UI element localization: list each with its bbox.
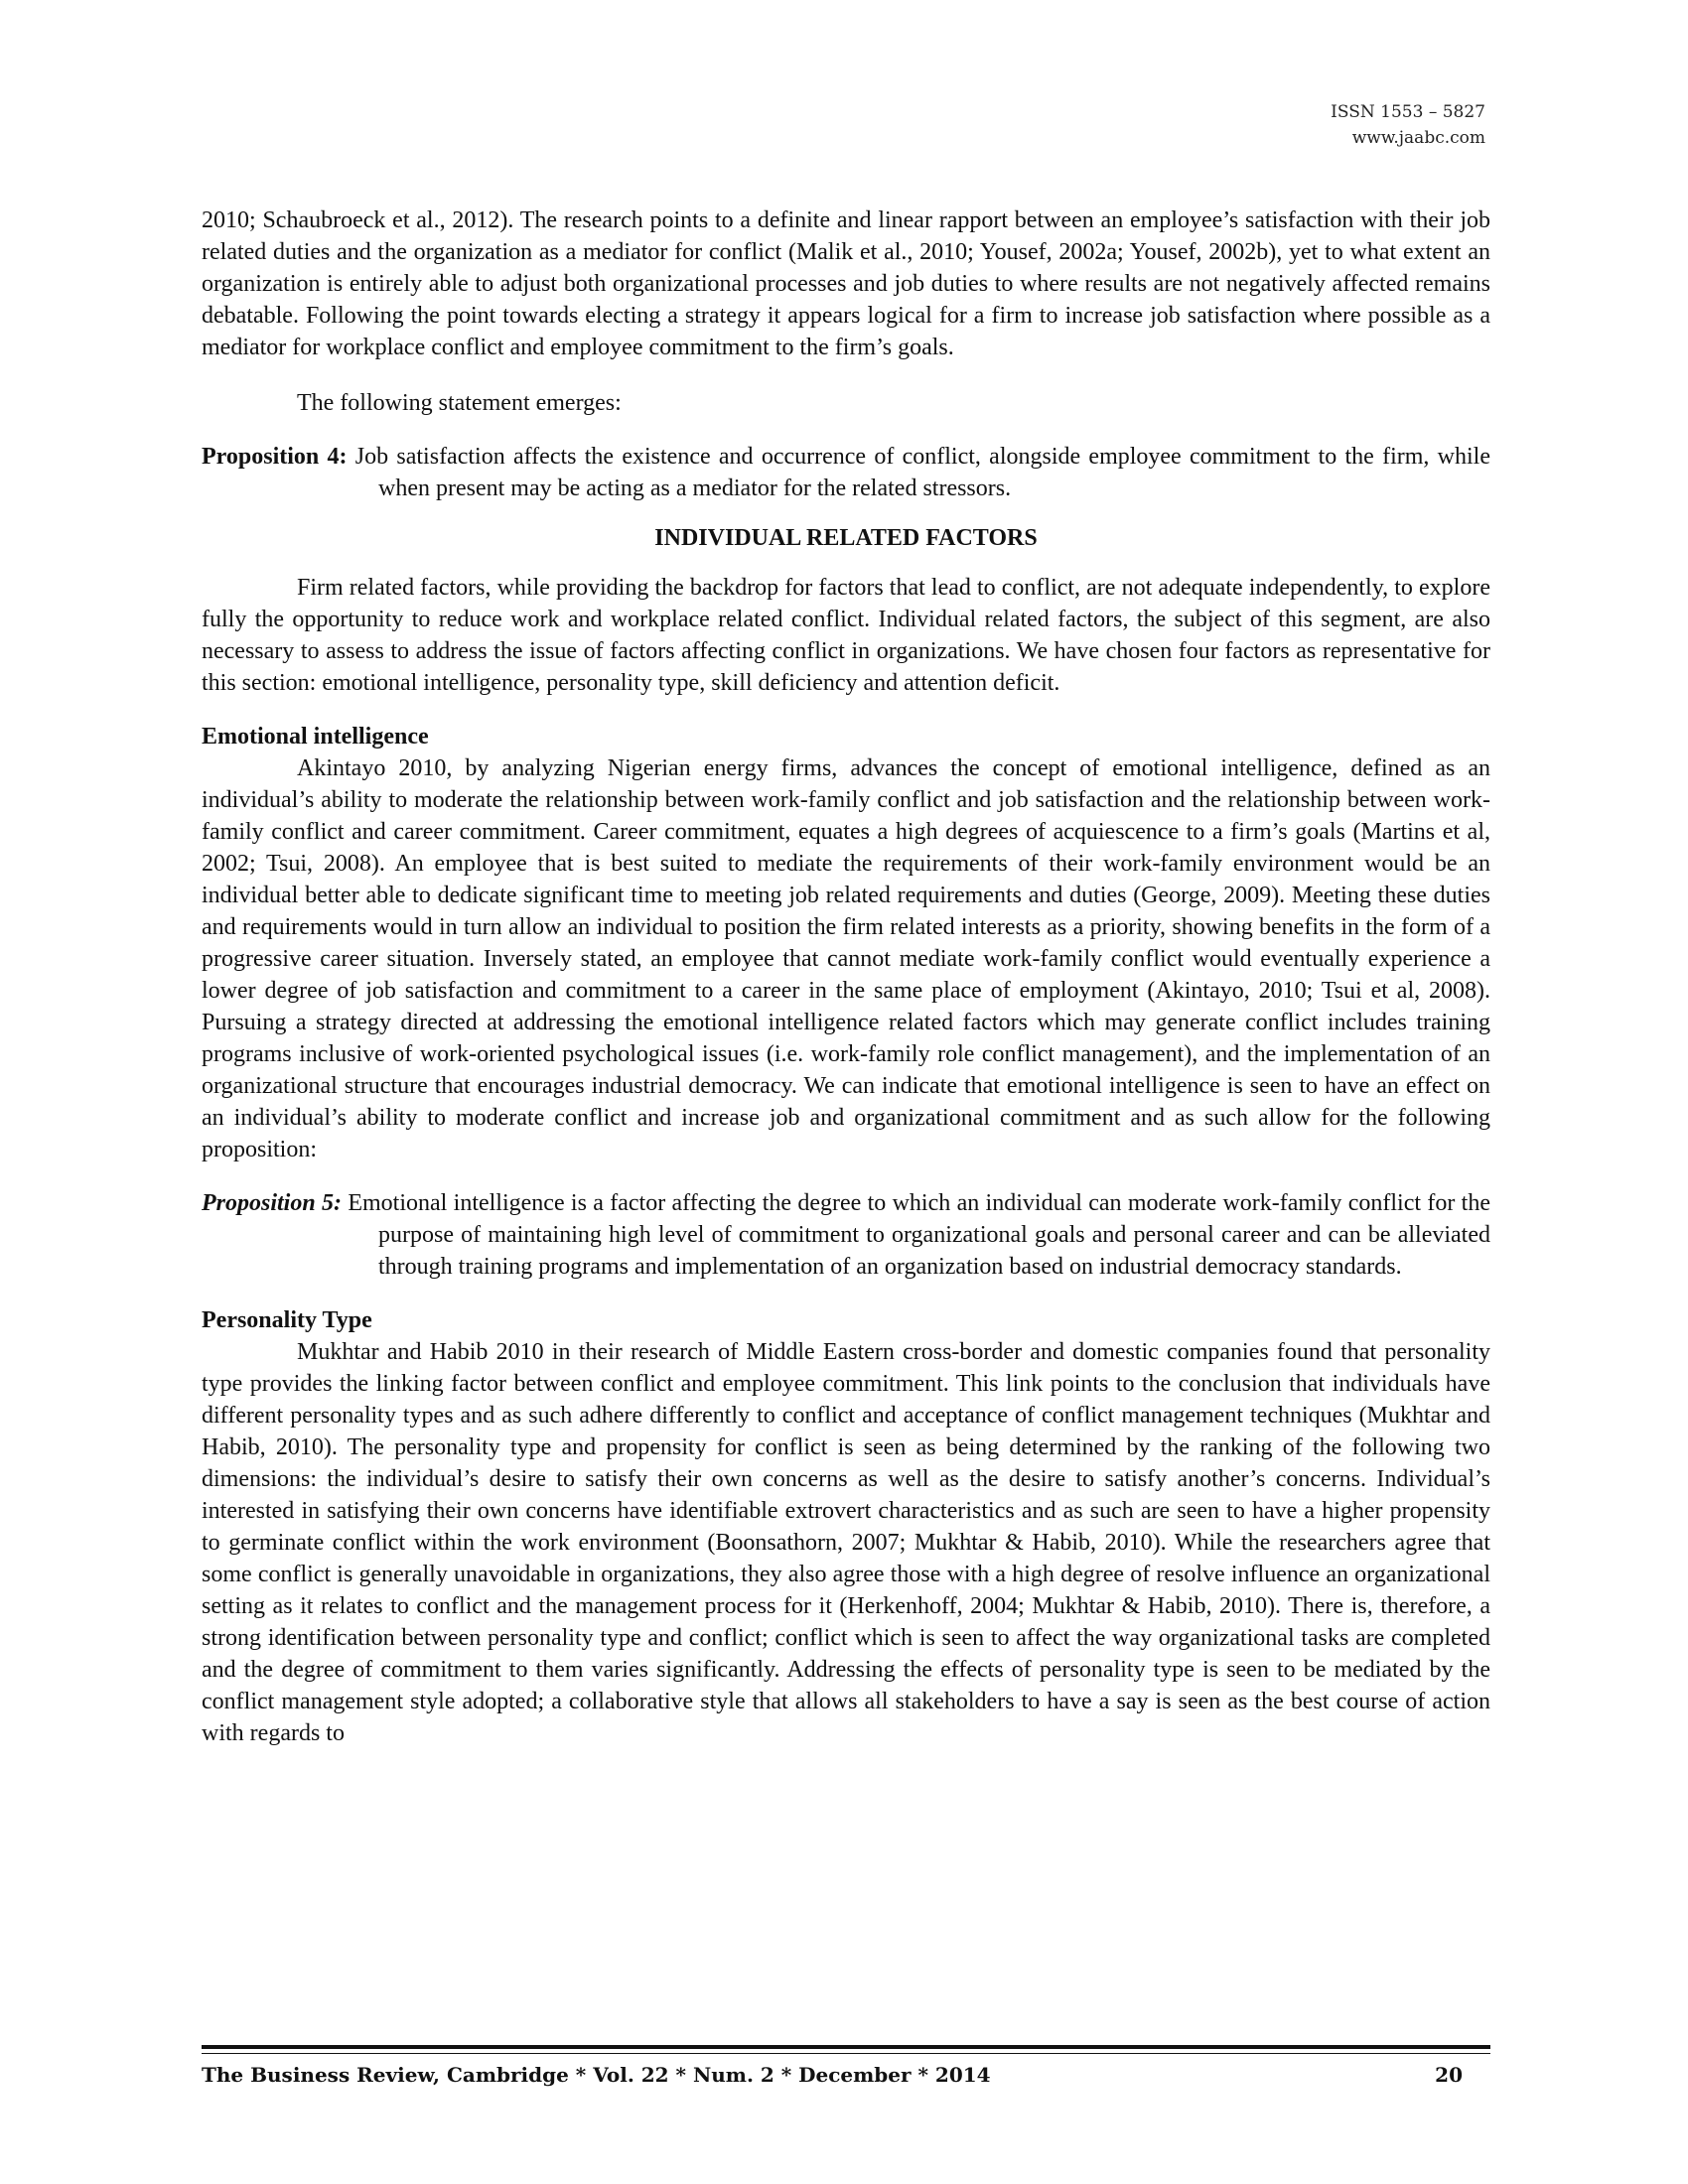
proposition-4-label: Proposition 4: xyxy=(202,444,348,470)
journal-citation: The Business Review, Cambridge * Vol. 22 * Num. 2 * December * 2014 xyxy=(202,2063,991,2087)
page-number: 20 xyxy=(1435,2063,1463,2087)
issn-block xyxy=(1331,99,1485,151)
journal-website: www.jaabc.com xyxy=(1351,128,1485,148)
proposition-5-text: Emotional intelligence is a factor affecting the degree to which an individual can moderate work-family conflict for the purpose of maintaining high level of commitment to organizational goals and personal career and can be alleviated through training programs and implementation of an organization based on industrial democracy standards. xyxy=(342,1190,1490,1280)
article-body xyxy=(202,205,1490,1749)
proposition-4 xyxy=(202,441,1490,504)
section-heading: INDIVIDUAL RELATED FACTORS xyxy=(654,525,1038,551)
proposition-4-text: Job satisfaction affects the existence and occurrence of conflict, alongside employee commitment to the firm, while when present may be acting as a mediator for the related stressors. xyxy=(347,444,1491,501)
page-footer xyxy=(202,2063,1463,2087)
paragraph-personality-type: Mukhtar and Habib 2010 in their research of Middle Eastern cross-border and domestic companies found that personality type provides the linking factor between conflict and employee commitment. This link points to the conclusion that individuals have different personality types and as such adhere differently to conflict and acceptance of conflict management techniques (Mukhtar and Habib, 2010). The personality type and propensity for conflict is seen as being determined by the ranking of the following two dimensions: the individual’s desire to satisfy their own concerns as well as the desire to satisfy another’s concerns. Individual’s interested in satisfying their own concerns have identifiable extrovert characteristics and as such are seen to have a higher propensity to germinate conflict within the work environment (Boonsathorn, 2007; Mukhtar & Habib, 2010). While the researchers agree that some conflict is generally unavoidable in organizations, they also agree those with a high degree of resolve influence an organizational setting as it relates to conflict and the management process for it (Herkenhoff, 2004; Mukhtar & Habib, 2010). There is, therefore, a strong identification between personality type and conflict; conflict which is seen to affect the way organizational tasks are completed and the degree of commitment to them varies significantly. Addressing the effects of personality type is seen to be mediated by the conflict management style adopted; a collaborative style that allows all stakeholders to have a say is seen as the best course of action with regards to xyxy=(202,1339,1490,1746)
paragraph-intro: 2010; Schaubroeck et al., 2012). The research points to a definite and linear rapport between an employee’s satisfaction with their job related duties and the organization as a mediator for conflict (Malik et al., 2010; Yousef, 2002a; Yousef, 2002b), yet to what extent an organization is entirely able to adjust both organizational processes and job duties to where results are not negatively affected remains debatable. Following the point towards electing a strategy it appears logical for a firm to increase job satisfaction where possible as a mediator for workplace conflict and employee commitment to the firm’s goals. xyxy=(202,207,1490,360)
footer-rule-thick xyxy=(202,2045,1490,2049)
proposition-5 xyxy=(202,1187,1490,1283)
subheading-personality-type: Personality Type xyxy=(202,1307,372,1333)
subheading-emotional-intelligence: Emotional intelligence xyxy=(202,724,429,750)
issn-number: ISSN 1553 – 5827 xyxy=(1331,102,1485,122)
paragraph-section: Firm related factors, while providing the backdrop for factors that lead to conflict, are not adequate independently, to explore fully the opportunity to reduce work and workplace related conflict. Individual related factors, the subject of this segment, are also necessary to assess to address the issue of factors affecting conflict in organizations. We have chosen four factors as representative for this section: emotional intelligence, personality type, skill deficiency and attention deficit. xyxy=(202,575,1490,696)
proposition-5-label: Proposition 5: xyxy=(202,1190,343,1216)
footer-rule-thin xyxy=(202,2053,1490,2054)
paragraph-emotional-intelligence: Akintayo 2010, by analyzing Nigerian energy firms, advances the concept of emotional intelligence, defined as an individual’s ability to moderate the relationship between work-family conflict and job satisfaction and the relationship between work-family conflict and career commitment. Career commitment, equates a high degrees of acquiescence to a firm’s goals (Martins et al, 2002; Tsui, 2008). An employee that is best suited to mediate the requirements of their work-family environment would be an individual better able to dedicate significant time to meeting job related requirements and duties (George, 2009). Meeting these duties and requirements would in turn allow an individual to position the firm related interests as a priority, showing benefits in the form of a progressive career situation. Inversely stated, an employee that cannot mediate work-family conflict would eventually experience a lower degree of job satisfaction and commitment to a career in the same place of employment (Akintayo, 2010; Tsui et al, 2008). Pursuing a strategy directed at addressing the emotional intelligence related factors which may generate conflict includes training programs inclusive of work-oriented psychological issues (i.e. work-family role conflict management), and the implementation of an organizational structure that encourages industrial democracy. We can indicate that emotional intelligence is seen to have an effect on an individual’s ability to moderate conflict and increase job and organizational commitment and as such allow for the following proposition: xyxy=(202,755,1490,1162)
statement-emerges: The following statement emerges: xyxy=(297,390,622,416)
